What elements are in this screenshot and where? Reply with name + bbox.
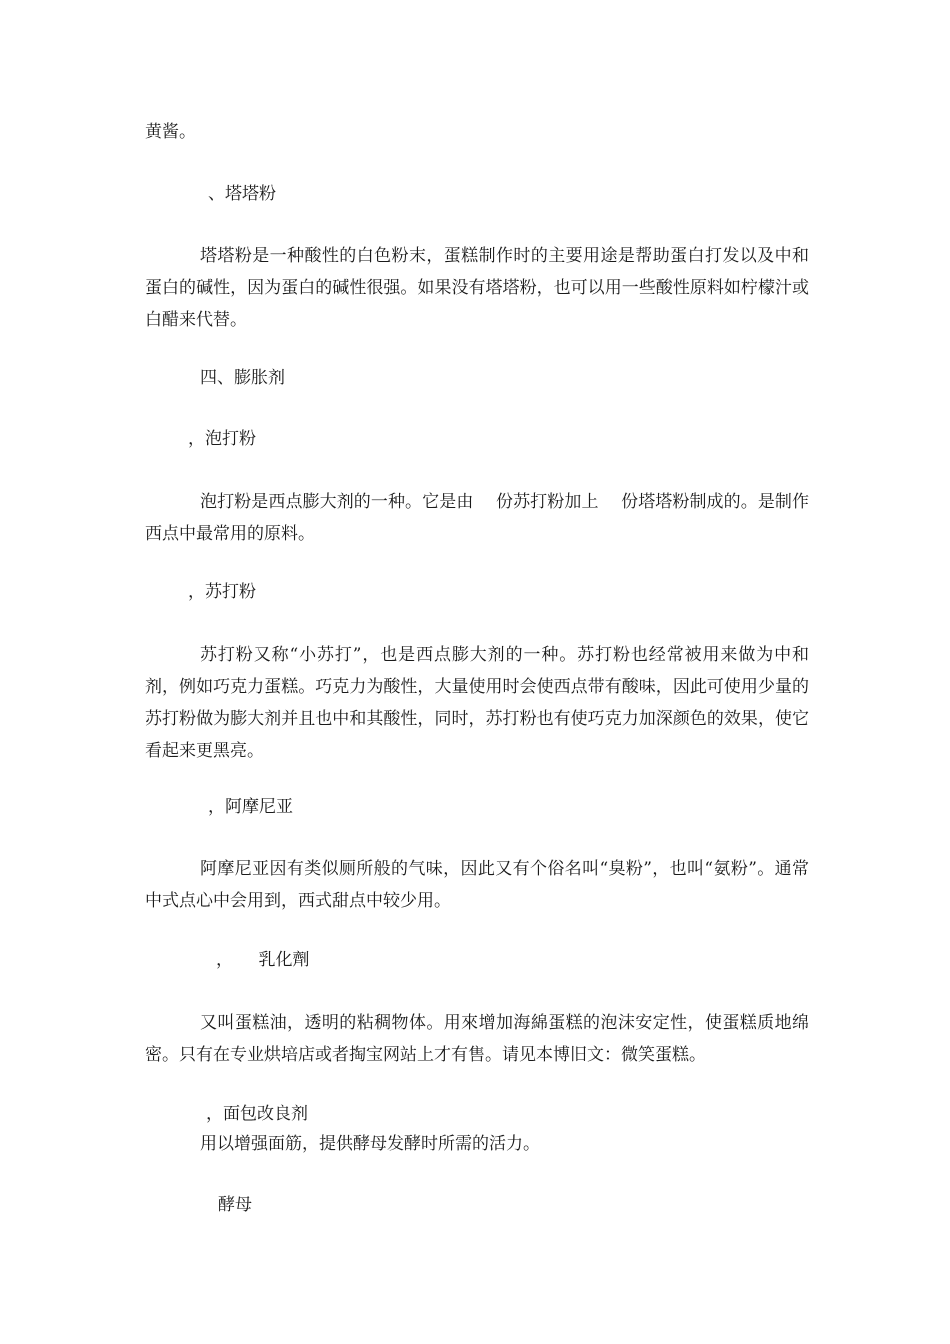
- paragraph-ammonia: 阿摩尼亚因有类似厕所般的气味，因此又有个俗名叫“臭粉”，也叫“氨粉”。通常中式点心中会用到，西式甜点中较少用。: [145, 859, 809, 911]
- section-heading-bread-improver: ，面包改良剂: [206, 1104, 308, 1124]
- section-heading-tartar: 、塔塔粉: [208, 184, 276, 204]
- section-heading-emulsifier: ， 乳化劑: [216, 950, 310, 970]
- section-heading-leavening-agents: 四、膨胀剂: [200, 368, 285, 388]
- section-heading-ammonia: ，阿摩尼亚: [208, 797, 293, 817]
- paragraph-emulsifier: 又叫蛋糕油，透明的粘稠物体。用來增加海綿蛋糕的泡沫安定性，使蛋糕质地绵密。只有在专业烘培店或者掏宝网站上才有售。请见本博旧文：微笑蛋糕。: [145, 1013, 809, 1065]
- section-heading-baking-powder: ，泡打粉: [188, 429, 256, 449]
- paragraph-bread-improver: 用以增强面筋，提供酵母发酵时所需的活力。: [200, 1134, 540, 1154]
- body-text-fragment: 黄酱。: [145, 122, 196, 142]
- section-heading-yeast: 酵母: [218, 1195, 252, 1215]
- paragraph-tartar: 塔塔粉是一种酸性的白色粉末，蛋糕制作时的主要用途是帮助蛋白打发以及中和蛋白的碱性，因为蛋白的碱性很强。如果没有塔塔粉，也可以用一些酸性原料如柠檬汁或白醋来代替。: [145, 246, 809, 330]
- paragraph-baking-soda: 苏打粉又称“小苏打”，也是西点膨大剂的一种。苏打粉也经常被用来做为中和剂，例如巧克力蛋糕。巧克力为酸性，大量使用时会使西点带有酸味，因此可使用少量的苏打粉做为膨大剂并且也中和其酸性，同时，苏打粉也有使巧克力加深颜色的效果，使它看起来更黑亮。: [145, 645, 809, 761]
- paragraph-baking-powder: 泡打粉是西点膨大剂的一种。它是由 份苏打粉加上 份塔塔粉制成的。是制作西点中最常用的原料。: [145, 492, 809, 544]
- section-heading-baking-soda: ，苏打粉: [188, 582, 256, 602]
